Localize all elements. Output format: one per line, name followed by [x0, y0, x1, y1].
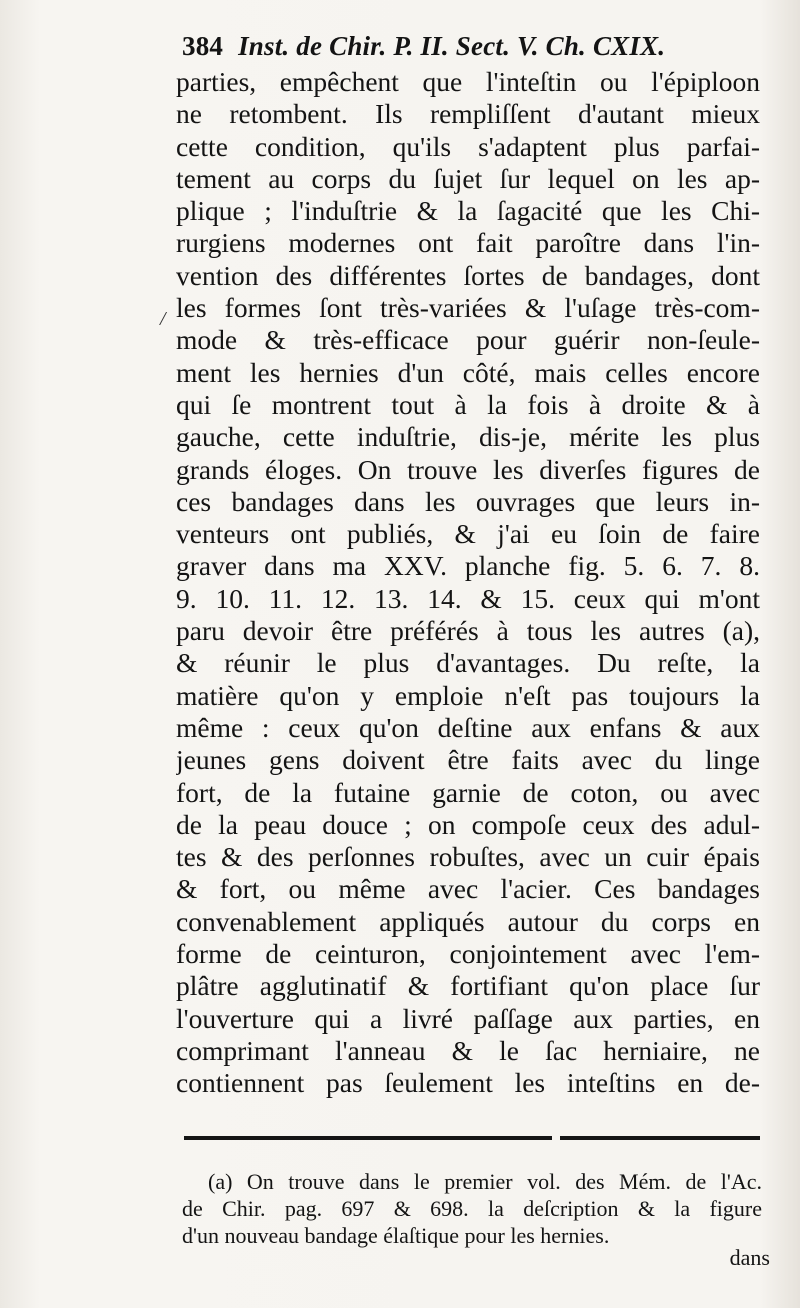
text-line: matière qu'on y emploie n'eſt pas toujours la: [176, 679, 760, 711]
text-line: les formes ſont très-variées & l'uſage très-com-: [176, 292, 760, 324]
catchword: dans: [729, 1245, 770, 1270]
text-line: rurgiens modernes ont fait paroître dans l'in-: [176, 227, 760, 259]
text-line: même : ceux qu'on deſtine aux enfans & aux: [176, 711, 760, 743]
text-line: grands éloges. On trouve les diverſes figures de: [176, 453, 760, 485]
text-line: convenablement appliqués autour du corps en: [176, 905, 760, 937]
text-line: gauche, cette induſtrie, dis-je, mérite les plus: [176, 421, 760, 453]
text-line: ces bandages dans les ouvrages que leurs in-: [176, 485, 760, 517]
text-line: comprimant l'anneau & le ſac herniaire, ne: [176, 1034, 760, 1066]
text-line: forme de ceinturon, conjointement avec l'em-: [176, 938, 760, 970]
text-line: ment les hernies d'un côté, mais celles encore: [176, 356, 760, 388]
text-line: tes & des perſonnes robuſtes, avec un cuir épais: [176, 841, 760, 873]
footnote-divider-right: [560, 1136, 760, 1140]
footnote-line: d'un nouveau bandage élaſtique pour les hernies.: [182, 1223, 610, 1248]
text-line: vention des différentes ſortes de bandages, dont: [176, 259, 760, 291]
text-line: & réunir le plus d'avantages. Du reſte, la: [176, 647, 760, 679]
text-line: cette condition, qu'ils s'adaptent plus parfai-: [176, 130, 760, 162]
text-line: jeunes gens doivent être faits avec du linge: [176, 744, 760, 776]
text-line: ne retombent. Ils rempliſſent d'autant mieux: [176, 98, 760, 130]
page-number: 384: [182, 31, 224, 61]
text-line: 9. 10. 11. 12. 13. 14. & 15. ceux qui m'ont: [176, 582, 760, 614]
text-line: graver dans ma XXV. planche fig. 5. 6. 7. 8.: [176, 550, 760, 582]
text-line: fort, de la futaine garnie de coton, ou avec: [176, 776, 760, 808]
text-line: & fort, ou même avec l'acier. Ces bandages: [176, 873, 760, 905]
text-line: plique ; l'induſtrie & la ſagacité que les Chi-: [176, 195, 760, 227]
body-text: [176, 66, 760, 1100]
footnote: [182, 1168, 762, 1249]
text-line: parties, empêchent que l'inteſtin ou l'épiploon: [176, 66, 760, 97]
text-line: plâtre agglutinatif & fortifiant qu'on place ſur: [176, 970, 760, 1002]
text-line: l'ouverture qui a livré paſſage aux parties, en: [176, 1002, 760, 1034]
text-line: de la peau douce ; on compoſe ceux des adul-: [176, 808, 760, 840]
text-line: tement au corps du ſujet ſur lequel on les ap-: [176, 162, 760, 194]
text-line: contiennent pas ſeulement les inteſtins en de-: [176, 1067, 760, 1099]
text-line: venteurs ont publiés, & j'ai eu ſoin de faire: [176, 518, 760, 550]
running-title: Inst. de Chir. P. II. Sect. V. Ch. CXIX.: [238, 31, 666, 61]
text-line: qui ſe montrent tout à la fois à droite & à: [176, 388, 760, 420]
margin-mark: /: [160, 308, 166, 330]
footnote-divider-left: [184, 1136, 552, 1140]
text-line: paru devoir être préférés à tous les autres (a),: [176, 615, 760, 647]
text-line: mode & très-efficace pour guérir non-ſeule-: [176, 324, 760, 356]
running-head: [182, 26, 742, 66]
footnote-line: (a) On trouve dans le premier vol. des Mém. de l'Ac.: [208, 1169, 762, 1194]
footnote-line: de Chir. pag. 697 & 698. la deſcription & la figure: [182, 1196, 762, 1221]
